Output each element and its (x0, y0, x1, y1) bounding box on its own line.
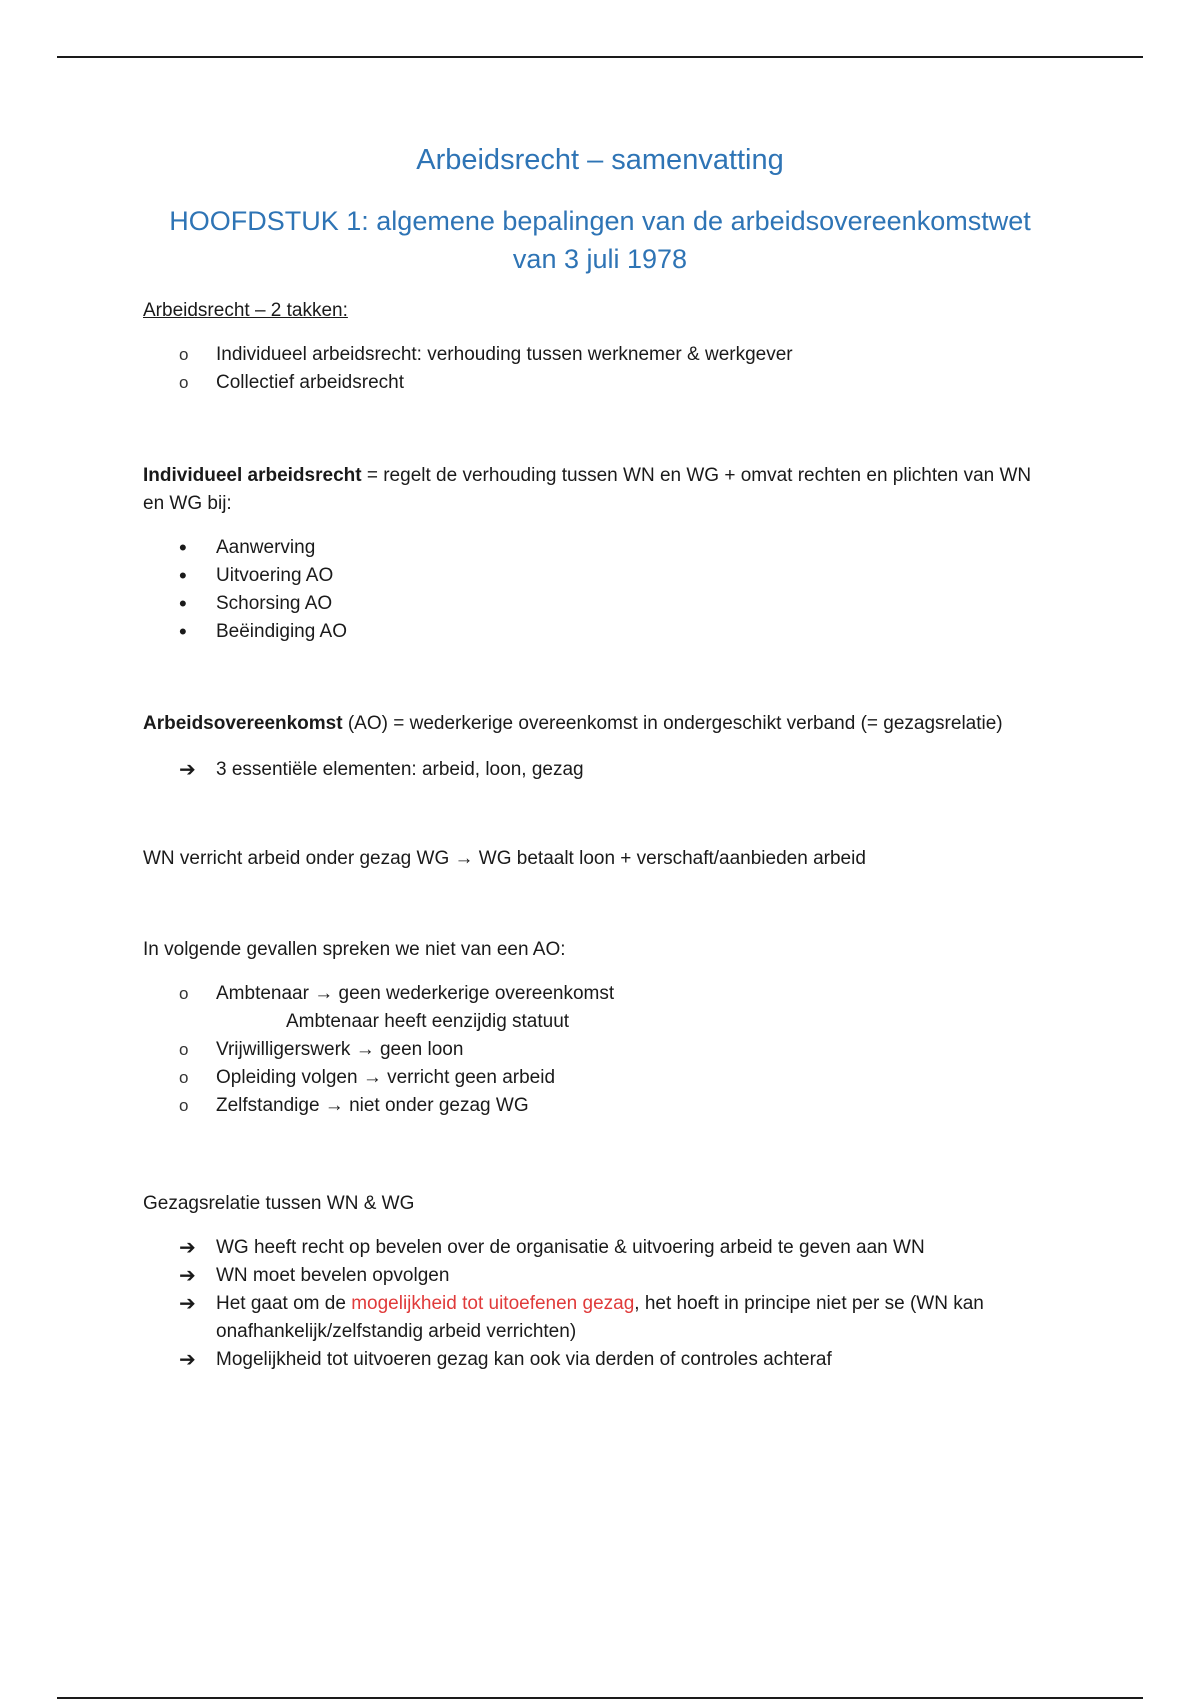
definition-text: = regelt de verhouding tussen WN en WG + omvat rechten en plichten van WN en WG bij: (143, 465, 1032, 514)
bullet-icon: • (179, 591, 187, 616)
list-item: • Aanwerving (179, 535, 316, 560)
list-item: ➔ WG heeft recht op bevelen over de organisatie & uitvoering arbeid te geven aan WN (143, 1234, 1057, 1262)
chapter-heading (143, 202, 1057, 278)
list-item: o Opleiding volgen → verricht geen arbeid (143, 1064, 1057, 1092)
niet-ao-list (143, 980, 1057, 1120)
list-item: • Schorsing AO (179, 591, 333, 616)
ao-paragraph (143, 710, 1057, 738)
ao-list (143, 756, 1057, 784)
takken-heading: Arbeidsrecht – 2 takken: (143, 300, 348, 321)
circle-bullet-icon: o (179, 373, 189, 392)
list-item: o Vrijwilligerswerk → geen loon (143, 1036, 1057, 1064)
individueel-list (143, 534, 1057, 646)
list-item-subline: Ambtenaar heeft eenzijdig statuut (286, 1011, 570, 1032)
arrow-icon: ➔ (179, 759, 196, 781)
list-item: o Ambtenaar → geen wederkerige overeenkomst (143, 980, 1057, 1008)
gezag-list (143, 1234, 1057, 1374)
circle-bullet-icon: o (179, 1040, 189, 1059)
top-rule (57, 56, 1143, 58)
list-item: • Uitvoering AO (179, 563, 334, 588)
list-item: o Collectief arbeidsrecht (143, 369, 1057, 397)
circle-bullet-icon: o (179, 1068, 189, 1087)
individueel-paragraph (143, 462, 1057, 518)
list-item: o Individueel arbeidsrecht: verhouding tussen werknemer & werkgever (143, 341, 1057, 369)
chapter-heading-line1: HOOFDSTUK 1: algemene bepalingen van de arbeidsovereenkomstwet (169, 206, 1031, 236)
bottom-rule (57, 1697, 1143, 1699)
gezag-heading: Gezagsrelatie tussen WN & WG (143, 1193, 415, 1214)
list-item: ➔ 3 essentiële elementen: arbeid, loon, gezag (143, 756, 1057, 784)
arrow-icon: ➔ (179, 1237, 196, 1259)
niet-ao-heading: In volgende gevallen spreken we niet van een AO: (143, 939, 566, 960)
arrow-icon: ➔ (179, 1265, 196, 1287)
list-item: ➔ Het gaat om de mogelijkheid tot uitoefenen gezag, het hoeft in principe niet per se (WN kan onafhankelijk/zelfstandig arbeid verrichten) (143, 1290, 1057, 1346)
bullet-icon: • (179, 619, 187, 644)
circle-bullet-icon: o (179, 345, 189, 364)
circle-bullet-icon: o (179, 1096, 189, 1115)
arrow-icon: ➔ (179, 1349, 196, 1371)
bullet-icon: • (179, 535, 187, 560)
list-item: ➔ Mogelijkheid tot uitvoeren gezag kan ook via derden of controles achteraf (143, 1346, 1057, 1374)
takken-list (143, 341, 1057, 397)
highlight-red-text: mogelijkheid tot uitoefenen gezag (351, 1293, 635, 1314)
definition-text: (AO) = wederkerige overeenkomst in ondergeschikt verband (= gezagsrelatie) (342, 713, 1003, 734)
circle-bullet-icon: o (179, 984, 189, 1003)
arrow-icon: ➔ (179, 1293, 196, 1315)
chapter-heading-line2: van 3 juli 1978 (512, 244, 688, 274)
document-title: Arbeidsrecht – samenvatting (416, 144, 784, 176)
term-bold: Arbeidsovereenkomst (143, 713, 343, 734)
list-item: o Zelfstandige → niet onder gezag WG (143, 1092, 1057, 1120)
list-item: • Beëindiging AO (179, 619, 347, 644)
list-item: ➔ WN moet bevelen opvolgen (143, 1262, 1057, 1290)
wn-line: WN verricht arbeid onder gezag WG → WG betaalt loon + verschaft/aanbieden arbeid (143, 848, 866, 869)
bullet-icon: • (179, 563, 187, 588)
term-bold: Individueel arbeidsrecht (143, 465, 362, 486)
